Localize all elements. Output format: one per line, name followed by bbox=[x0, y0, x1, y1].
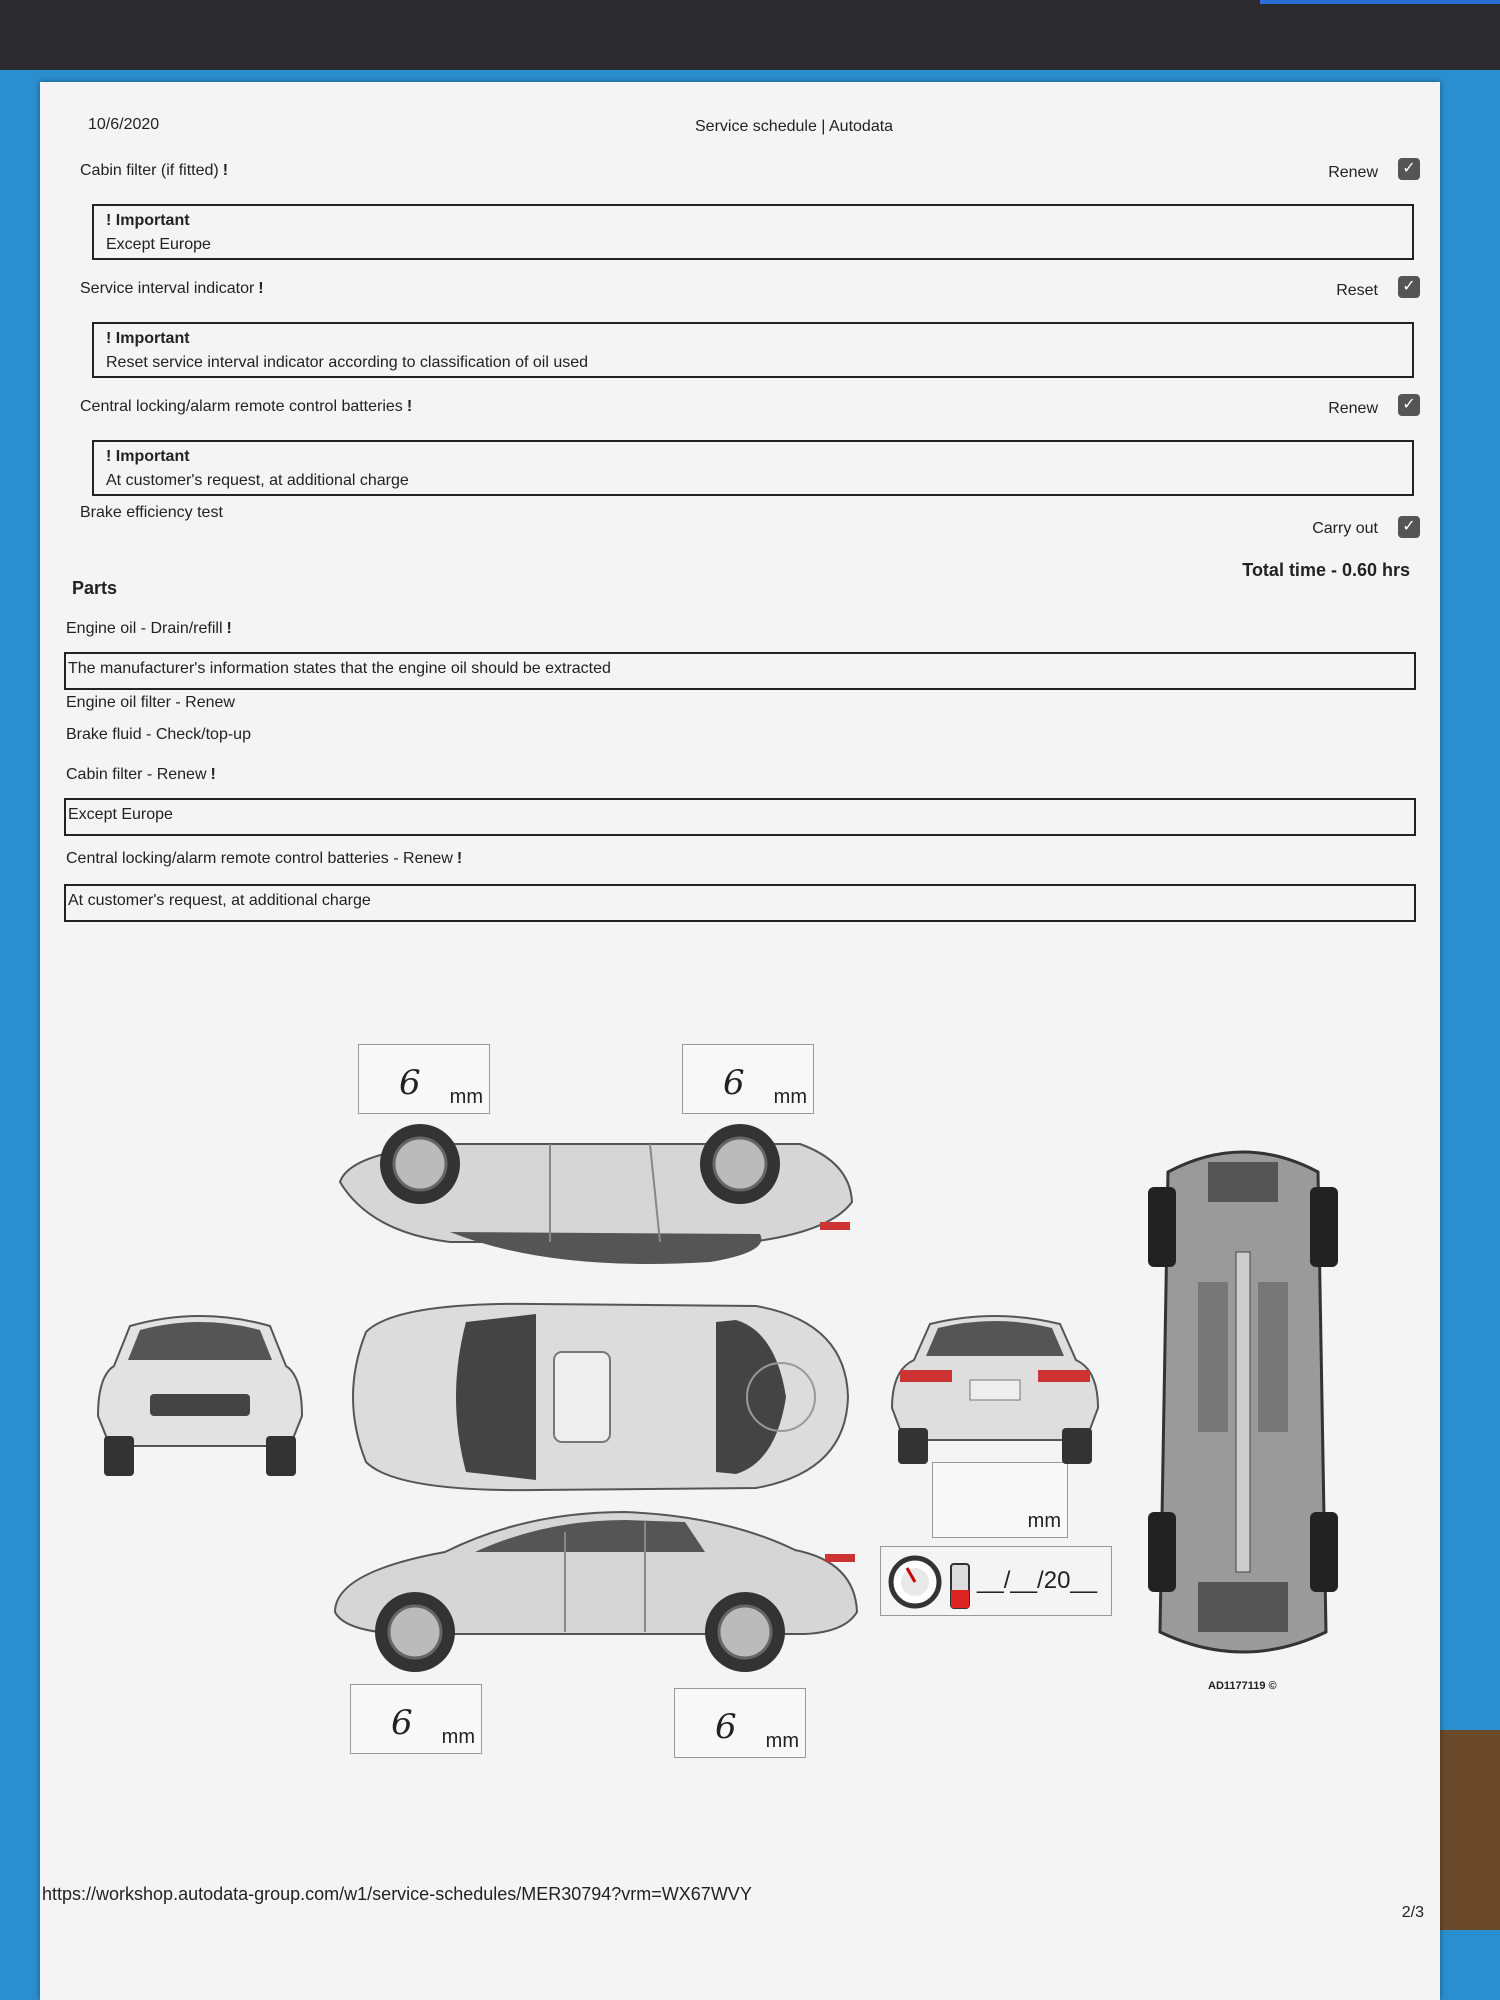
warning-icon: ! bbox=[222, 162, 229, 179]
important-text: Reset service interval indicator according to classification of oil used bbox=[106, 354, 589, 371]
tread-box-rear-right bbox=[674, 1688, 806, 1758]
item-brake-test bbox=[80, 502, 1420, 546]
car-rear-view-icon bbox=[880, 1300, 1110, 1470]
item-cabin-filter bbox=[80, 156, 1420, 186]
part-line: Engine oil filter - Renew bbox=[66, 694, 235, 711]
warning-icon: ! bbox=[406, 398, 413, 415]
item-label: Cabin filter (if fitted) bbox=[80, 162, 219, 179]
oil-service-date-box bbox=[880, 1546, 1112, 1616]
part-label: Engine oil - Drain/refill bbox=[66, 620, 223, 637]
image-code: AD1177119 © bbox=[1208, 1680, 1277, 1692]
page-number: 2/3 bbox=[1401, 1904, 1424, 1921]
important-title: ! Important bbox=[106, 212, 190, 229]
item-action: Renew bbox=[1328, 400, 1378, 417]
tread-unit: mm bbox=[765, 1730, 799, 1752]
part-note: Except Europe bbox=[64, 798, 1416, 836]
part-line bbox=[66, 766, 216, 784]
checkbox-checked-icon: ✓ bbox=[1398, 394, 1420, 416]
page-title: Service schedule | Autodata bbox=[695, 118, 894, 135]
checkbox-checked-icon: ✓ bbox=[1398, 158, 1420, 180]
print-date: 10/6/2020 bbox=[88, 116, 160, 133]
car-side-view-bottom-icon bbox=[325, 1492, 865, 1682]
checkbox-checked-icon: ✓ bbox=[1398, 516, 1420, 538]
important-box bbox=[92, 440, 1414, 496]
part-label: Central locking/alarm remote control batteries - Renew bbox=[66, 850, 453, 867]
tread-unit: mm bbox=[773, 1086, 807, 1108]
oil-date-field: __/__/20__ bbox=[977, 1567, 1098, 1594]
item-label: Brake efficiency test bbox=[80, 504, 223, 521]
monitor-bezel bbox=[0, 0, 1500, 70]
warning-icon: ! bbox=[456, 850, 463, 867]
car-underside-view-icon bbox=[1148, 1132, 1338, 1672]
important-box bbox=[92, 204, 1414, 260]
item-label: Central locking/alarm remote control batteries bbox=[80, 398, 403, 415]
tread-value: 6 bbox=[391, 1703, 413, 1743]
important-text: At customer's request, at additional charge bbox=[106, 472, 409, 489]
important-text: Except Europe bbox=[106, 236, 211, 253]
checkbox-checked-icon: ✓ bbox=[1398, 276, 1420, 298]
item-action: Carry out bbox=[1312, 520, 1378, 537]
tread-box-spare bbox=[932, 1462, 1068, 1538]
part-note: At customer's request, at additional charge bbox=[64, 884, 1416, 922]
car-front-view-icon bbox=[90, 1296, 310, 1486]
part-note: The manufacturer's information states that the engine oil should be extracted bbox=[64, 652, 1416, 690]
important-title: ! Important bbox=[106, 330, 190, 347]
item-remote-batteries bbox=[80, 392, 1420, 422]
tread-box-front-left bbox=[358, 1044, 490, 1114]
part-line: Brake fluid - Check/top-up bbox=[66, 726, 251, 743]
item-service-interval bbox=[80, 274, 1420, 304]
car-top-view-icon bbox=[336, 1292, 856, 1502]
total-time: Total time - 0.60 hrs bbox=[1242, 560, 1410, 580]
tread-value: 6 bbox=[715, 1707, 737, 1747]
tread-unit: mm bbox=[1027, 1510, 1061, 1532]
gauge-oil-can-icon bbox=[885, 1550, 975, 1614]
tread-box-rear-left bbox=[350, 1684, 482, 1754]
warning-icon: ! bbox=[226, 620, 232, 637]
part-label: Cabin filter - Renew bbox=[66, 766, 207, 783]
tread-value: 6 bbox=[399, 1063, 421, 1103]
warning-icon: ! bbox=[210, 766, 216, 783]
important-title: ! Important bbox=[106, 448, 190, 465]
part-line bbox=[66, 620, 232, 638]
printed-page bbox=[40, 82, 1440, 2000]
important-box bbox=[92, 322, 1414, 378]
item-action: Reset bbox=[1336, 282, 1378, 299]
tread-unit: mm bbox=[449, 1086, 483, 1108]
tread-unit: mm bbox=[441, 1726, 475, 1748]
tread-value: 6 bbox=[723, 1063, 745, 1103]
item-action: Renew bbox=[1328, 164, 1378, 181]
car-side-view-top-icon bbox=[330, 1122, 860, 1282]
item-label: Service interval indicator bbox=[80, 280, 255, 297]
tread-box-front-right bbox=[682, 1044, 814, 1114]
warning-icon: ! bbox=[258, 280, 264, 297]
parts-heading: Parts bbox=[72, 578, 118, 598]
part-line bbox=[66, 850, 462, 868]
footer-url: https://workshop.autodata-group.com/w1/service-schedules/MER30794?vrm=WX67WVY bbox=[42, 1884, 752, 1904]
